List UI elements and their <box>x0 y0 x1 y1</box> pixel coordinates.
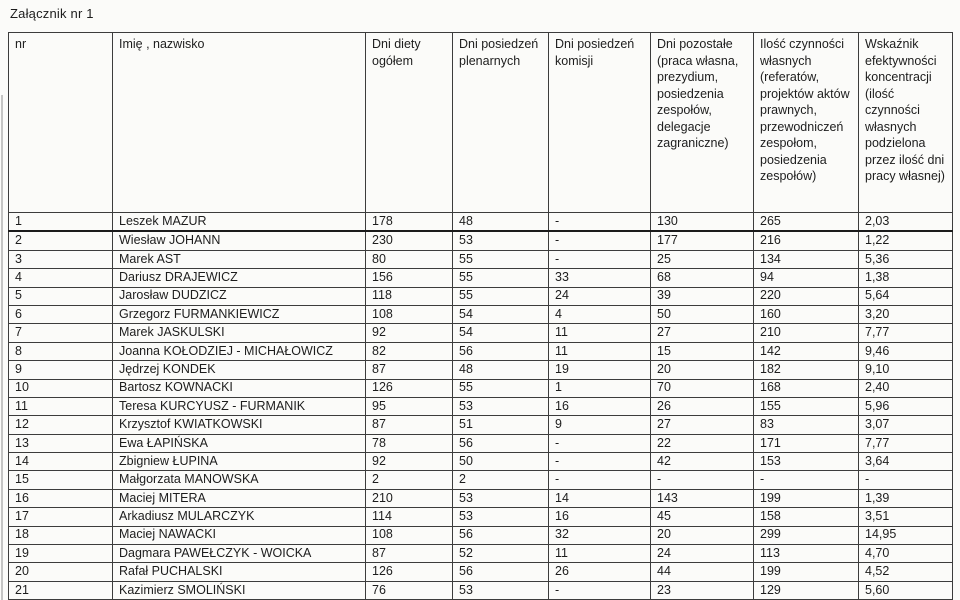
cell-value: 15 <box>651 342 754 360</box>
cell-value: 1 <box>549 379 651 397</box>
cell-person-name: Marek JASKULSKI <box>113 324 366 342</box>
cell-value: 230 <box>366 231 453 250</box>
cell-value: 16 <box>549 397 651 415</box>
page-title: Załącznik nr 1 <box>10 6 94 21</box>
cell-person-name: Marek AST <box>113 250 366 268</box>
cell-value: - <box>549 471 651 489</box>
cell-value: 14,95 <box>859 526 953 544</box>
cell-value: 4 <box>549 305 651 323</box>
cell-value: 53 <box>453 231 549 250</box>
cell-value: 26 <box>651 397 754 415</box>
cell-row-number: 2 <box>9 231 113 250</box>
cell-value: 199 <box>754 563 859 581</box>
cell-value: 11 <box>549 342 651 360</box>
cell-person-name: Arkadiusz MULARCZYK <box>113 508 366 526</box>
cell-value: 11 <box>549 324 651 342</box>
cell-value: 5,60 <box>859 581 953 599</box>
cell-value: 160 <box>754 305 859 323</box>
cell-value: 130 <box>651 213 754 232</box>
cell-value: 1,22 <box>859 231 953 250</box>
column-header-own-activities: Ilość czynności własnych (referatów, projektów aktów prawnych, przewodniczeń zespołom, posiedzenia zespołów) <box>754 33 859 213</box>
table-row <box>9 416 953 434</box>
cell-value: 158 <box>754 508 859 526</box>
cell-value: 153 <box>754 453 859 471</box>
column-header-plenary-days: Dni posiedzeń plenarnych <box>453 33 549 213</box>
cell-value: 2,03 <box>859 213 953 232</box>
cell-value: 52 <box>453 545 549 563</box>
cell-person-name: Kazimierz SMOLIŃSKI <box>113 581 366 599</box>
cell-value: 32 <box>549 526 651 544</box>
cell-value: 216 <box>754 231 859 250</box>
table-row <box>9 324 953 342</box>
cell-value: 3,07 <box>859 416 953 434</box>
cell-value: 126 <box>366 379 453 397</box>
cell-value: 56 <box>453 342 549 360</box>
cell-person-name: Wiesław JOHANN <box>113 231 366 250</box>
cell-row-number: 21 <box>9 581 113 599</box>
table-header <box>9 33 953 213</box>
cell-row-number: 1 <box>9 213 113 232</box>
cell-person-name: Jarosław DUDZICZ <box>113 287 366 305</box>
table-row <box>9 305 953 323</box>
cell-value: 4,52 <box>859 563 953 581</box>
table-row <box>9 471 953 489</box>
cell-value: 55 <box>453 287 549 305</box>
cell-person-name: Zbigniew ŁUPINA <box>113 453 366 471</box>
cell-row-number: 10 <box>9 379 113 397</box>
cell-value: - <box>549 213 651 232</box>
cell-value: 199 <box>754 489 859 507</box>
cell-row-number: 18 <box>9 526 113 544</box>
cell-value: 27 <box>651 324 754 342</box>
cell-value: 83 <box>754 416 859 434</box>
table-row <box>9 379 953 397</box>
cell-value: 87 <box>366 416 453 434</box>
cell-value: 2 <box>453 471 549 489</box>
cell-value: 92 <box>366 324 453 342</box>
table-row <box>9 453 953 471</box>
cell-person-name: Joanna KOŁODZIEJ - MICHAŁOWICZ <box>113 342 366 360</box>
cell-value: 26 <box>549 563 651 581</box>
cell-value: 134 <box>754 250 859 268</box>
cell-value: 171 <box>754 434 859 452</box>
cell-row-number: 19 <box>9 545 113 563</box>
cell-person-name: Grzegorz FURMANKIEWICZ <box>113 305 366 323</box>
statistics-table <box>8 32 953 600</box>
cell-value: 1,39 <box>859 489 953 507</box>
cell-value: 156 <box>366 269 453 287</box>
cell-person-name: Bartosz KOWNACKI <box>113 379 366 397</box>
cell-person-name: Małgorzata MANOWSKA <box>113 471 366 489</box>
cell-value: 51 <box>453 416 549 434</box>
cell-value: 45 <box>651 508 754 526</box>
cell-value: 143 <box>651 489 754 507</box>
cell-value: 155 <box>754 397 859 415</box>
cell-value: - <box>549 581 651 599</box>
cell-value: 5,36 <box>859 250 953 268</box>
table-row <box>9 581 953 599</box>
cell-value: 92 <box>366 453 453 471</box>
cell-value: 129 <box>754 581 859 599</box>
cell-person-name: Maciej MITERA <box>113 489 366 507</box>
cell-value: 95 <box>366 397 453 415</box>
cell-person-name: Teresa KURCYUSZ - FURMANIK <box>113 397 366 415</box>
cell-value: 55 <box>453 250 549 268</box>
column-header-name: Imię , nazwisko <box>113 33 366 213</box>
column-header-committee-days: Dni posiedzeń komisji <box>549 33 651 213</box>
cell-value: 48 <box>453 213 549 232</box>
cell-value: 53 <box>453 581 549 599</box>
cell-person-name: Jędrzej KONDEK <box>113 361 366 379</box>
cell-value: 53 <box>453 508 549 526</box>
cell-value: 78 <box>366 434 453 452</box>
scan-edge-artifact <box>1 95 3 600</box>
cell-value: 265 <box>754 213 859 232</box>
cell-value: 9,10 <box>859 361 953 379</box>
cell-value: 55 <box>453 269 549 287</box>
cell-row-number: 15 <box>9 471 113 489</box>
cell-value: 168 <box>754 379 859 397</box>
cell-value: 33 <box>549 269 651 287</box>
cell-value: - <box>549 250 651 268</box>
cell-value: 44 <box>651 563 754 581</box>
cell-value: 87 <box>366 361 453 379</box>
cell-value: 16 <box>549 508 651 526</box>
cell-person-name: Rafał PUCHALSKI <box>113 563 366 581</box>
cell-value: 108 <box>366 526 453 544</box>
cell-value: 126 <box>366 563 453 581</box>
cell-value: 56 <box>453 563 549 581</box>
cell-row-number: 17 <box>9 508 113 526</box>
cell-row-number: 16 <box>9 489 113 507</box>
cell-row-number: 20 <box>9 563 113 581</box>
cell-value: - <box>859 471 953 489</box>
table-row <box>9 342 953 360</box>
cell-row-number: 7 <box>9 324 113 342</box>
cell-value: 76 <box>366 581 453 599</box>
cell-value: - <box>549 231 651 250</box>
cell-value: 53 <box>453 397 549 415</box>
cell-value: 3,64 <box>859 453 953 471</box>
cell-value: 7,77 <box>859 434 953 452</box>
table-row <box>9 489 953 507</box>
cell-row-number: 11 <box>9 397 113 415</box>
cell-row-number: 14 <box>9 453 113 471</box>
cell-value: 182 <box>754 361 859 379</box>
cell-value: 68 <box>651 269 754 287</box>
cell-value: 82 <box>366 342 453 360</box>
cell-value: 178 <box>366 213 453 232</box>
cell-value: 220 <box>754 287 859 305</box>
cell-value: 108 <box>366 305 453 323</box>
cell-value: 25 <box>651 250 754 268</box>
cell-value: 177 <box>651 231 754 250</box>
cell-value: 56 <box>453 434 549 452</box>
cell-value: - <box>754 471 859 489</box>
cell-value: 1,38 <box>859 269 953 287</box>
cell-row-number: 8 <box>9 342 113 360</box>
cell-value: 9,46 <box>859 342 953 360</box>
cell-row-number: 4 <box>9 269 113 287</box>
column-header-efficiency-index: Wskaźnik efektywności koncentracji (ilość czynności własnych podzielona przez ilość dni pracy własnej) <box>859 33 953 213</box>
table-row <box>9 508 953 526</box>
cell-value: 70 <box>651 379 754 397</box>
column-header-nr: nr <box>9 33 113 213</box>
cell-value: 50 <box>651 305 754 323</box>
cell-value: 42 <box>651 453 754 471</box>
cell-value: - <box>549 453 651 471</box>
cell-value: 87 <box>366 545 453 563</box>
cell-value: 14 <box>549 489 651 507</box>
cell-value: 210 <box>754 324 859 342</box>
cell-value: 20 <box>651 526 754 544</box>
table-row <box>9 287 953 305</box>
table-row <box>9 361 953 379</box>
table-row <box>9 434 953 452</box>
cell-person-name: Dariusz DRAJEWICZ <box>113 269 366 287</box>
cell-value: 9 <box>549 416 651 434</box>
cell-value: 19 <box>549 361 651 379</box>
cell-value: 118 <box>366 287 453 305</box>
cell-person-name: Maciej NAWACKI <box>113 526 366 544</box>
cell-value: 94 <box>754 269 859 287</box>
cell-value: 114 <box>366 508 453 526</box>
table-header-row <box>9 33 953 213</box>
cell-person-name: Dagmara PAWEŁCZYK - WOICKA <box>113 545 366 563</box>
cell-value: 5,64 <box>859 287 953 305</box>
column-header-remaining-days: Dni pozostałe (praca własna, prezydium, posiedzenia zespołów, delegacje zagraniczne) <box>651 33 754 213</box>
cell-value: 20 <box>651 361 754 379</box>
cell-value: 39 <box>651 287 754 305</box>
cell-value: 5,96 <box>859 397 953 415</box>
cell-row-number: 12 <box>9 416 113 434</box>
table-body <box>9 213 953 600</box>
cell-value: - <box>549 434 651 452</box>
cell-value: - <box>651 471 754 489</box>
cell-value: 3,51 <box>859 508 953 526</box>
cell-row-number: 6 <box>9 305 113 323</box>
cell-value: 2 <box>366 471 453 489</box>
cell-value: 210 <box>366 489 453 507</box>
cell-value: 11 <box>549 545 651 563</box>
table-row <box>9 213 953 232</box>
table-row <box>9 250 953 268</box>
cell-value: 7,77 <box>859 324 953 342</box>
cell-person-name: Krzysztof KWIATKOWSKI <box>113 416 366 434</box>
cell-person-name: Leszek MAZUR <box>113 213 366 232</box>
cell-value: 24 <box>549 287 651 305</box>
cell-value: 4,70 <box>859 545 953 563</box>
cell-value: 24 <box>651 545 754 563</box>
cell-value: 27 <box>651 416 754 434</box>
cell-value: 22 <box>651 434 754 452</box>
cell-value: 3,20 <box>859 305 953 323</box>
cell-value: 113 <box>754 545 859 563</box>
cell-row-number: 3 <box>9 250 113 268</box>
cell-row-number: 9 <box>9 361 113 379</box>
table-row <box>9 526 953 544</box>
cell-value: 53 <box>453 489 549 507</box>
cell-value: 48 <box>453 361 549 379</box>
cell-value: 56 <box>453 526 549 544</box>
cell-value: 50 <box>453 453 549 471</box>
cell-value: 142 <box>754 342 859 360</box>
table-row <box>9 231 953 250</box>
cell-value: 80 <box>366 250 453 268</box>
table-row <box>9 397 953 415</box>
table-row <box>9 545 953 563</box>
cell-value: 54 <box>453 324 549 342</box>
cell-value: 54 <box>453 305 549 323</box>
column-header-diet-days: Dni diety ogółem <box>366 33 453 213</box>
table-row <box>9 563 953 581</box>
cell-row-number: 5 <box>9 287 113 305</box>
cell-person-name: Ewa ŁAPIŃSKA <box>113 434 366 452</box>
cell-row-number: 13 <box>9 434 113 452</box>
table-row <box>9 269 953 287</box>
cell-value: 299 <box>754 526 859 544</box>
cell-value: 2,40 <box>859 379 953 397</box>
cell-value: 23 <box>651 581 754 599</box>
cell-value: 55 <box>453 379 549 397</box>
